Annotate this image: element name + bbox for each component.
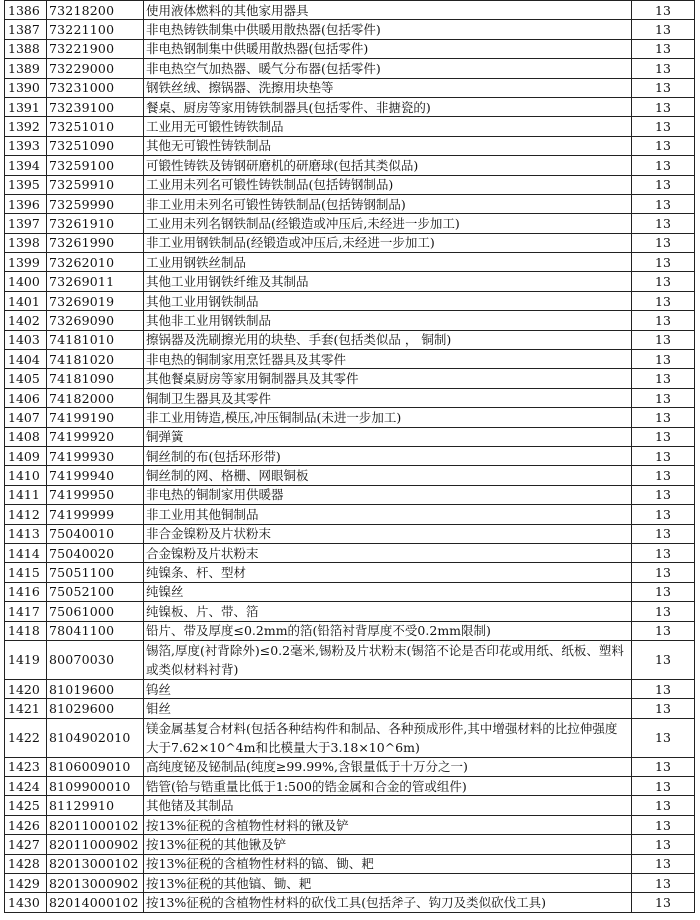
row-number-cell: 1420 bbox=[5, 679, 47, 698]
product-code-cell: 80070030 bbox=[47, 640, 144, 679]
tax-rate-cell: 13 bbox=[632, 59, 695, 78]
product-code-cell: 81029600 bbox=[47, 699, 144, 718]
row-number-cell: 1413 bbox=[5, 524, 47, 543]
table-row bbox=[5, 311, 695, 330]
product-description-cell: 按13%征税的其他锹及铲 bbox=[144, 835, 632, 854]
tax-rate-cell: 13 bbox=[632, 777, 695, 796]
product-code-cell: 73262010 bbox=[47, 253, 144, 272]
product-code-cell: 73218200 bbox=[47, 1, 144, 20]
row-number-cell: 1387 bbox=[5, 20, 47, 39]
tax-rate-table bbox=[4, 0, 695, 913]
tax-rate-cell: 13 bbox=[632, 524, 695, 543]
product-description-cell: 按13%征税的含植物性材料的镐、锄、耙 bbox=[144, 854, 632, 873]
row-number-cell: 1417 bbox=[5, 602, 47, 621]
row-number-cell: 1399 bbox=[5, 253, 47, 272]
table-row bbox=[5, 97, 695, 116]
product-code-cell: 73269011 bbox=[47, 272, 144, 291]
product-code-cell: 82013000902 bbox=[47, 874, 144, 893]
product-description-cell: 使用液体燃料的其他家用器具 bbox=[144, 1, 632, 20]
table-row bbox=[5, 602, 695, 621]
table-row bbox=[5, 272, 695, 291]
product-description-cell: 非合金镍粉及片状粉末 bbox=[144, 524, 632, 543]
tax-rate-cell: 13 bbox=[632, 640, 695, 679]
product-code-cell: 81019600 bbox=[47, 679, 144, 698]
row-number-cell: 1415 bbox=[5, 563, 47, 582]
tax-rate-cell: 13 bbox=[632, 466, 695, 485]
tax-rate-cell: 13 bbox=[632, 718, 695, 757]
product-code-cell: 73259100 bbox=[47, 156, 144, 175]
product-code-cell: 8109900010 bbox=[47, 777, 144, 796]
tax-rate-cell: 13 bbox=[632, 136, 695, 155]
row-number-cell: 1430 bbox=[5, 893, 47, 912]
tax-rate-cell: 13 bbox=[632, 156, 695, 175]
table-row bbox=[5, 388, 695, 407]
table-row bbox=[5, 253, 695, 272]
row-number-cell: 1392 bbox=[5, 117, 47, 136]
table-row bbox=[5, 757, 695, 776]
table-row bbox=[5, 640, 695, 679]
tax-rate-cell: 13 bbox=[632, 194, 695, 213]
table-row bbox=[5, 330, 695, 349]
row-number-cell: 1401 bbox=[5, 291, 47, 310]
tax-rate-cell: 13 bbox=[632, 699, 695, 718]
table-row bbox=[5, 854, 695, 873]
tax-rate-cell: 13 bbox=[632, 427, 695, 446]
table-row bbox=[5, 136, 695, 155]
product-description-cell: 纯镍条、杆、型材 bbox=[144, 563, 632, 582]
table-row bbox=[5, 796, 695, 815]
product-code-cell: 73259990 bbox=[47, 194, 144, 213]
table-row bbox=[5, 485, 695, 504]
tax-rate-cell: 13 bbox=[632, 446, 695, 465]
row-number-cell: 1391 bbox=[5, 97, 47, 116]
product-description-cell: 餐桌、厨房等家用铸铁制器具(包括零件、非搪瓷的) bbox=[144, 97, 632, 116]
row-number-cell: 1397 bbox=[5, 214, 47, 233]
row-number-cell: 1410 bbox=[5, 466, 47, 485]
tax-rate-cell: 13 bbox=[632, 408, 695, 427]
product-code-cell: 73239100 bbox=[47, 97, 144, 116]
tax-rate-cell: 13 bbox=[632, 757, 695, 776]
product-code-cell: 75052100 bbox=[47, 582, 144, 601]
tax-rate-cell: 13 bbox=[632, 679, 695, 698]
product-description-cell: 可锻性铸铁及铸钢研磨机的研磨球(包括其类似品) bbox=[144, 156, 632, 175]
row-number-cell: 1422 bbox=[5, 718, 47, 757]
product-code-cell: 74182000 bbox=[47, 388, 144, 407]
product-code-cell: 74199940 bbox=[47, 466, 144, 485]
row-number-cell: 1405 bbox=[5, 369, 47, 388]
table-row bbox=[5, 679, 695, 698]
tax-rate-cell: 13 bbox=[632, 893, 695, 912]
product-code-cell: 75051100 bbox=[47, 563, 144, 582]
product-description-cell: 按13%征税的其他镐、锄、耙 bbox=[144, 874, 632, 893]
row-number-cell: 1416 bbox=[5, 582, 47, 601]
table-row bbox=[5, 117, 695, 136]
row-number-cell: 1421 bbox=[5, 699, 47, 718]
product-code-cell: 82013000102 bbox=[47, 854, 144, 873]
row-number-cell: 1394 bbox=[5, 156, 47, 175]
tax-rate-cell: 13 bbox=[632, 854, 695, 873]
tax-rate-cell: 13 bbox=[632, 815, 695, 834]
product-description-cell: 锡箔,厚度(衬背除外)≤0.2毫米,锡粉及片状粉末(锡箔不论是否印花或用纸、纸板、塑料或类似材料衬背) bbox=[144, 640, 632, 679]
row-number-cell: 1398 bbox=[5, 233, 47, 252]
table-row bbox=[5, 408, 695, 427]
product-description-cell: 其他非工业用钢铁制品 bbox=[144, 311, 632, 330]
table-row bbox=[5, 350, 695, 369]
table-row bbox=[5, 699, 695, 718]
product-description-cell: 铜弹簧 bbox=[144, 427, 632, 446]
product-description-cell: 钢铁丝绒、擦锅器、洗擦用块垫等 bbox=[144, 78, 632, 97]
row-number-cell: 1395 bbox=[5, 175, 47, 194]
tax-rate-cell: 13 bbox=[632, 311, 695, 330]
table-row bbox=[5, 20, 695, 39]
product-description-cell: 钨丝 bbox=[144, 679, 632, 698]
product-code-cell: 8106009010 bbox=[47, 757, 144, 776]
row-number-cell: 1419 bbox=[5, 640, 47, 679]
product-code-cell: 73251010 bbox=[47, 117, 144, 136]
product-code-cell: 82014000102 bbox=[47, 893, 144, 912]
tax-rate-cell: 13 bbox=[632, 582, 695, 601]
product-description-cell: 非电热的铜制家用供暖器 bbox=[144, 485, 632, 504]
tax-rate-cell: 13 bbox=[632, 369, 695, 388]
product-description-cell: 其他无可锻性铸铁制品 bbox=[144, 136, 632, 155]
product-description-cell: 合金镍粉及片状粉末 bbox=[144, 543, 632, 562]
tax-rate-cell: 13 bbox=[632, 39, 695, 58]
row-number-cell: 1426 bbox=[5, 815, 47, 834]
row-number-cell: 1404 bbox=[5, 350, 47, 369]
table-row bbox=[5, 505, 695, 524]
product-description-cell: 工业用无可锻性铸铁制品 bbox=[144, 117, 632, 136]
tax-rate-cell: 13 bbox=[632, 97, 695, 116]
row-number-cell: 1429 bbox=[5, 874, 47, 893]
tax-rate-cell: 13 bbox=[632, 835, 695, 854]
tax-rate-cell: 13 bbox=[632, 1, 695, 20]
product-description-cell: 钼丝 bbox=[144, 699, 632, 718]
tax-rate-cell: 13 bbox=[632, 388, 695, 407]
product-description-cell: 非工业用其他铜制品 bbox=[144, 505, 632, 524]
table-row bbox=[5, 718, 695, 757]
product-code-cell: 81129910 bbox=[47, 796, 144, 815]
table-row bbox=[5, 427, 695, 446]
table-row bbox=[5, 563, 695, 582]
tax-rate-cell: 13 bbox=[632, 796, 695, 815]
tax-rate-cell: 13 bbox=[632, 175, 695, 194]
row-number-cell: 1403 bbox=[5, 330, 47, 349]
product-description-cell: 高纯度铋及铋制品(纯度≥99.99%,含银量低于十万分之一) bbox=[144, 757, 632, 776]
row-number-cell: 1414 bbox=[5, 543, 47, 562]
product-description-cell: 工业用未列名钢铁制品(经锻造或冲压后,未经进一步加工) bbox=[144, 214, 632, 233]
row-number-cell: 1402 bbox=[5, 311, 47, 330]
tax-rate-cell: 13 bbox=[632, 291, 695, 310]
product-code-cell: 73221900 bbox=[47, 39, 144, 58]
product-code-cell: 73269090 bbox=[47, 311, 144, 330]
row-number-cell: 1409 bbox=[5, 446, 47, 465]
tax-rate-cell: 13 bbox=[632, 621, 695, 640]
product-code-cell: 73251090 bbox=[47, 136, 144, 155]
row-number-cell: 1411 bbox=[5, 485, 47, 504]
tax-rate-cell: 13 bbox=[632, 272, 695, 291]
row-number-cell: 1407 bbox=[5, 408, 47, 427]
product-code-cell: 74181090 bbox=[47, 369, 144, 388]
product-code-cell: 73259910 bbox=[47, 175, 144, 194]
tax-rate-cell: 13 bbox=[632, 874, 695, 893]
tax-rate-cell: 13 bbox=[632, 78, 695, 97]
row-number-cell: 1418 bbox=[5, 621, 47, 640]
row-number-cell: 1388 bbox=[5, 39, 47, 58]
product-description-cell: 按13%征税的含植物性材料的锹及铲 bbox=[144, 815, 632, 834]
table-row bbox=[5, 39, 695, 58]
product-code-cell: 75061000 bbox=[47, 602, 144, 621]
table-row bbox=[5, 524, 695, 543]
tax-rate-cell: 13 bbox=[632, 253, 695, 272]
row-number-cell: 1424 bbox=[5, 777, 47, 796]
product-code-cell: 8104902010 bbox=[47, 718, 144, 757]
row-number-cell: 1400 bbox=[5, 272, 47, 291]
row-number-cell: 1390 bbox=[5, 78, 47, 97]
row-number-cell: 1427 bbox=[5, 835, 47, 854]
product-description-cell: 其他工业用钢铁纤维及其制品 bbox=[144, 272, 632, 291]
product-code-cell: 73269019 bbox=[47, 291, 144, 310]
product-code-cell: 74199920 bbox=[47, 427, 144, 446]
table-row bbox=[5, 59, 695, 78]
table-row bbox=[5, 446, 695, 465]
table-row bbox=[5, 874, 695, 893]
product-description-cell: 非电热铸铁制集中供暖用散热器(包括零件) bbox=[144, 20, 632, 39]
product-code-cell: 73261990 bbox=[47, 233, 144, 252]
table-row bbox=[5, 156, 695, 175]
product-code-cell: 82011000902 bbox=[47, 835, 144, 854]
product-description-cell: 其他锗及其制品 bbox=[144, 796, 632, 815]
table-row bbox=[5, 214, 695, 233]
tax-rate-cell: 13 bbox=[632, 543, 695, 562]
product-description-cell: 工业用未列名可锻性铸铁制品(包括铸钢制品) bbox=[144, 175, 632, 194]
product-code-cell: 74181020 bbox=[47, 350, 144, 369]
product-code-cell: 73229000 bbox=[47, 59, 144, 78]
tax-rate-cell: 13 bbox=[632, 485, 695, 504]
product-description-cell: 铜丝制的布(包括环形带) bbox=[144, 446, 632, 465]
tax-rate-cell: 13 bbox=[632, 330, 695, 349]
row-number-cell: 1423 bbox=[5, 757, 47, 776]
row-number-cell: 1408 bbox=[5, 427, 47, 446]
product-description-cell: 工业用钢铁丝制品 bbox=[144, 253, 632, 272]
tax-rate-cell: 13 bbox=[632, 602, 695, 621]
product-code-cell: 74199930 bbox=[47, 446, 144, 465]
product-code-cell: 74199190 bbox=[47, 408, 144, 427]
product-description-cell: 非电热钢制集中供暖用散热器(包括零件) bbox=[144, 39, 632, 58]
tax-rate-cell: 13 bbox=[632, 117, 695, 136]
row-number-cell: 1406 bbox=[5, 388, 47, 407]
product-description-cell: 其他餐桌厨房等家用铜制器具及其零件 bbox=[144, 369, 632, 388]
product-code-cell: 74199999 bbox=[47, 505, 144, 524]
product-code-cell: 78041100 bbox=[47, 621, 144, 640]
table-row bbox=[5, 777, 695, 796]
row-number-cell: 1389 bbox=[5, 59, 47, 78]
product-description-cell: 非电热空气加热器、暖气分布器(包括零件) bbox=[144, 59, 632, 78]
product-code-cell: 74199950 bbox=[47, 485, 144, 504]
product-description-cell: 铜制卫生器具及其零件 bbox=[144, 388, 632, 407]
tax-rate-cell: 13 bbox=[632, 563, 695, 582]
product-code-cell: 73231000 bbox=[47, 78, 144, 97]
product-description-cell: 锆管(铪与锆重量比低于1:500的锆金属和合金的管或组件) bbox=[144, 777, 632, 796]
product-code-cell: 82011000102 bbox=[47, 815, 144, 834]
tax-rate-cell: 13 bbox=[632, 20, 695, 39]
product-description-cell: 非工业用铸造,模压,冲压铜制品(未进一步加工) bbox=[144, 408, 632, 427]
product-description-cell: 纯镍丝 bbox=[144, 582, 632, 601]
row-number-cell: 1412 bbox=[5, 505, 47, 524]
table-row bbox=[5, 543, 695, 562]
table-row bbox=[5, 175, 695, 194]
product-description-cell: 擦锅器及洗刷擦光用的块垫、手套(包括类似品 ， 铜制) bbox=[144, 330, 632, 349]
tax-rate-cell: 13 bbox=[632, 214, 695, 233]
product-description-cell: 非工业用未列名可锻性铸铁制品(包括铸钢制品) bbox=[144, 194, 632, 213]
tax-rate-cell: 13 bbox=[632, 233, 695, 252]
product-code-cell: 74181010 bbox=[47, 330, 144, 349]
table-row bbox=[5, 815, 695, 834]
product-code-cell: 73261910 bbox=[47, 214, 144, 233]
tax-rate-cell: 13 bbox=[632, 505, 695, 524]
table-row bbox=[5, 893, 695, 912]
product-description-cell: 纯镍板、片、带、箔 bbox=[144, 602, 632, 621]
table-row bbox=[5, 233, 695, 252]
row-number-cell: 1393 bbox=[5, 136, 47, 155]
table-row bbox=[5, 466, 695, 485]
product-description-cell: 非电热的铜制家用烹饪器具及其零件 bbox=[144, 350, 632, 369]
row-number-cell: 1396 bbox=[5, 194, 47, 213]
table-row bbox=[5, 582, 695, 601]
table-row bbox=[5, 1, 695, 20]
row-number-cell: 1425 bbox=[5, 796, 47, 815]
table-row bbox=[5, 621, 695, 640]
product-description-cell: 非工业用钢铁制品(经锻造或冲压后,未经进一步加工) bbox=[144, 233, 632, 252]
tax-rate-cell: 13 bbox=[632, 350, 695, 369]
product-description-cell: 其他工业用钢铁制品 bbox=[144, 291, 632, 310]
table-row bbox=[5, 291, 695, 310]
product-description-cell: 铅片、带及厚度≤0.2mm的箔(铅箔衬背厚度不受0.2mm限制) bbox=[144, 621, 632, 640]
product-description-cell: 铜丝制的网、格栅、网眼铜板 bbox=[144, 466, 632, 485]
table-row bbox=[5, 835, 695, 854]
product-code-cell: 75040010 bbox=[47, 524, 144, 543]
row-number-cell: 1386 bbox=[5, 1, 47, 20]
product-description-cell: 按13%征税的含植物性材料的砍伐工具(包括斧子、钩刀及类似砍伐工具) bbox=[144, 893, 632, 912]
product-code-cell: 75040020 bbox=[47, 543, 144, 562]
row-number-cell: 1428 bbox=[5, 854, 47, 873]
table-row bbox=[5, 78, 695, 97]
product-description-cell: 镁金属基复合材料(包括各种结构件和制品、各种预成形件,其中增强材料的比拉伸强度大于7.62×10^4m和比模量大于3.18×10^6m) bbox=[144, 718, 632, 757]
table-row bbox=[5, 194, 695, 213]
product-code-cell: 73221100 bbox=[47, 20, 144, 39]
table-body bbox=[5, 1, 695, 913]
table-row bbox=[5, 369, 695, 388]
